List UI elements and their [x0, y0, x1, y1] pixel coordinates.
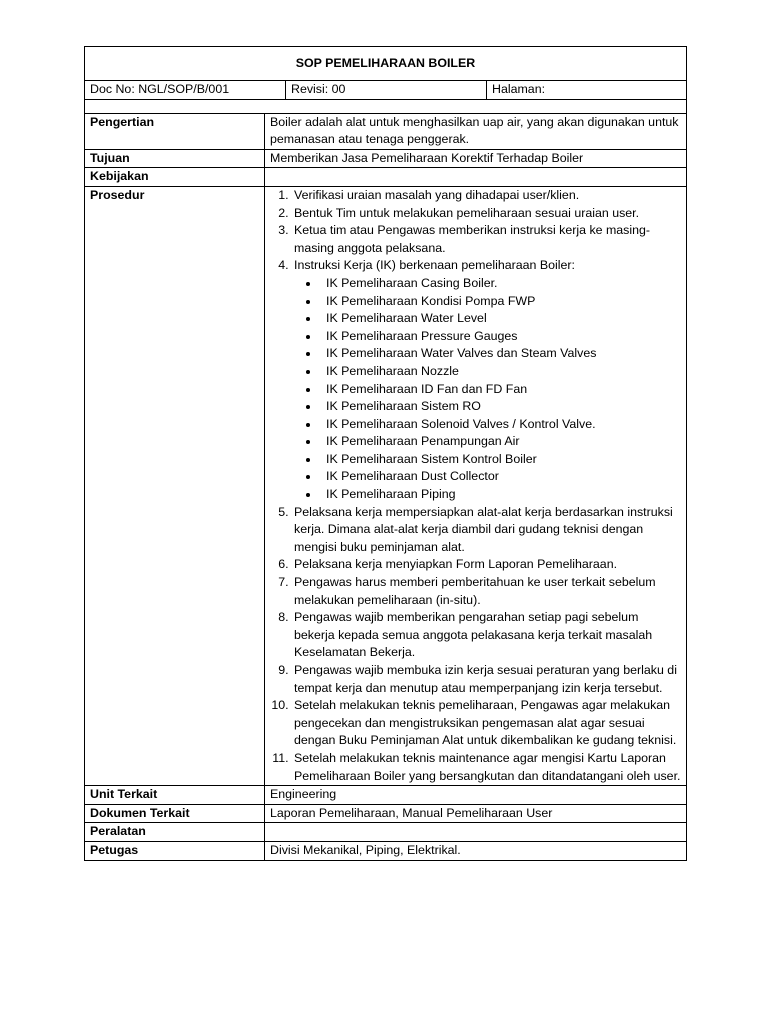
procedure-step: [292, 697, 681, 750]
step-text: Pengawas wajib membuka izin kerja sesuai peraturan yang berlaku di tempat kerja dan menutup atau memperpanjang izin kerja tersebut.: [294, 663, 677, 695]
ik-item: • IK Pemeliharaan Sistem RO: [320, 398, 681, 416]
doc-number: Doc No: NGL/SOP/B/001: [85, 81, 286, 100]
row-peralatan: [85, 823, 687, 842]
value-pengertian: Boiler adalah alat untuk menghasilkan uap air, yang akan digunakan untuk pemanasan atau tenaga penggerak.: [265, 114, 687, 150]
ik-item: • IK Pemeliharaan Solenoid Valves / Kontrol Valve.: [320, 416, 681, 434]
value-prosedur: [265, 186, 687, 785]
page-number: Halaman:: [487, 81, 687, 100]
row-tujuan: [85, 149, 687, 168]
ik-item: • IK Pemeliharaan Piping: [320, 486, 681, 504]
row-kebijakan: [85, 168, 687, 187]
procedure-steps: [270, 187, 681, 785]
label-peralatan: Peralatan: [85, 823, 265, 842]
row-pengertian: [85, 114, 687, 150]
ik-item: • IK Pemeliharaan Water Valves dan Steam Valves: [320, 345, 681, 363]
step-text: Pelaksana kerja mempersiapkan alat-alat kerja berdasarkan instruksi kerja. Dimana alat-alat kerja diambil dari gudang teknisi dengan mengisi buku peminjaman alat.: [294, 504, 673, 554]
procedure-step: [292, 609, 681, 662]
value-tujuan: Memberikan Jasa Pemeliharaan Korektif Terhadap Boiler: [265, 149, 687, 168]
ik-item: • IK Pemeliharaan Casing Boiler.: [320, 275, 681, 293]
procedure-step: [292, 662, 681, 697]
procedure-step: [292, 205, 681, 223]
step-text: Setelah melakukan teknis maintenance agar mengisi Kartu Laporan Pemeliharaan Boiler yang bersangkutan dan ditandatangani oleh user.: [294, 750, 681, 783]
procedure-step: [292, 556, 681, 574]
step-text: Ketua tim atau Pengawas memberikan instruksi kerja ke masing-masing anggota pelaksana.: [294, 223, 651, 255]
sop-header-table: [84, 46, 687, 114]
ik-item: • IK Pemeliharaan Water Level: [320, 310, 681, 328]
step-text: Pengawas wajib memberikan pengarahan setiap pagi sebelum bekerja kepada semua anggota pelakasana kerja terkait masalah Keselamatan Bekerja.: [294, 610, 653, 660]
label-tujuan: Tujuan: [85, 149, 265, 168]
label-prosedur: Prosedur: [85, 186, 265, 785]
row-prosedur: [85, 186, 687, 785]
row-petugas: [85, 841, 687, 860]
ik-item: • IK Pemeliharaan ID Fan dan FD Fan: [320, 381, 681, 399]
value-unit-terkait: Engineering: [265, 786, 687, 805]
ik-list: [294, 275, 681, 504]
ik-item: • IK Pemeliharaan Sistem Kontrol Boiler: [320, 451, 681, 469]
ik-item: • IK Pemeliharaan Pressure Gauges: [320, 328, 681, 346]
step-text: Pengawas harus memberi pemberitahuan ke user terkait sebelum melakukan pemeliharaan (in-situ).: [294, 575, 656, 607]
label-kebijakan: Kebijakan: [85, 168, 265, 187]
procedure-step: [292, 504, 681, 557]
ik-item: • IK Pemeliharaan Kondisi Pompa FWP: [320, 293, 681, 311]
step-text: Pelaksana kerja menyiapkan Form Laporan Pemeliharaan.: [294, 557, 618, 572]
value-peralatan: [265, 823, 687, 842]
row-dokumen-terkait: [85, 804, 687, 823]
ik-item: • IK Pemeliharaan Nozzle: [320, 363, 681, 381]
value-kebijakan: [265, 168, 687, 187]
ik-item: • IK Pemeliharaan Dust Collector: [320, 468, 681, 486]
step-text: Bentuk Tim untuk melakukan pemeliharaan sesuai uraian user.: [294, 205, 640, 220]
value-petugas: Divisi Mekanikal, Piping, Elektrikal.: [265, 841, 687, 860]
label-petugas: Petugas: [85, 841, 265, 860]
label-dokumen-terkait: Dokumen Terkait: [85, 804, 265, 823]
procedure-step: [292, 222, 681, 257]
sop-content-table: [84, 114, 687, 861]
sop-document: [84, 46, 686, 861]
step-text: Verifikasi uraian masalah yang dihadapai user/klien.: [294, 187, 580, 202]
step-text: Instruksi Kerja (IK) berkenaan pemeliharaan Boiler:: [294, 258, 575, 273]
ik-item: • IK Pemeliharaan Penampungan Air: [320, 433, 681, 451]
label-pengertian: Pengertian: [85, 114, 265, 150]
spacer-row: [85, 99, 687, 113]
procedure-step: [292, 574, 681, 609]
revision-number: Revisi: 00: [286, 81, 487, 100]
procedure-step: [292, 187, 681, 205]
procedure-step: [292, 750, 681, 785]
procedure-step: [292, 257, 681, 503]
value-dokumen-terkait: Laporan Pemeliharaan, Manual Pemeliharaan User: [265, 804, 687, 823]
row-unit-terkait: [85, 786, 687, 805]
step-text: Setelah melakukan teknis pemeliharaan, Pengawas agar melakukan pengecekan dan mengistruksikan pengemasan alat agar sesuai dengan Buku Peminjaman Alat untuk dikembalikan ke gudang teknisi.: [294, 698, 677, 748]
label-unit-terkait: Unit Terkait: [85, 786, 265, 805]
document-title: SOP PEMELIHARAAN BOILER: [85, 47, 687, 81]
